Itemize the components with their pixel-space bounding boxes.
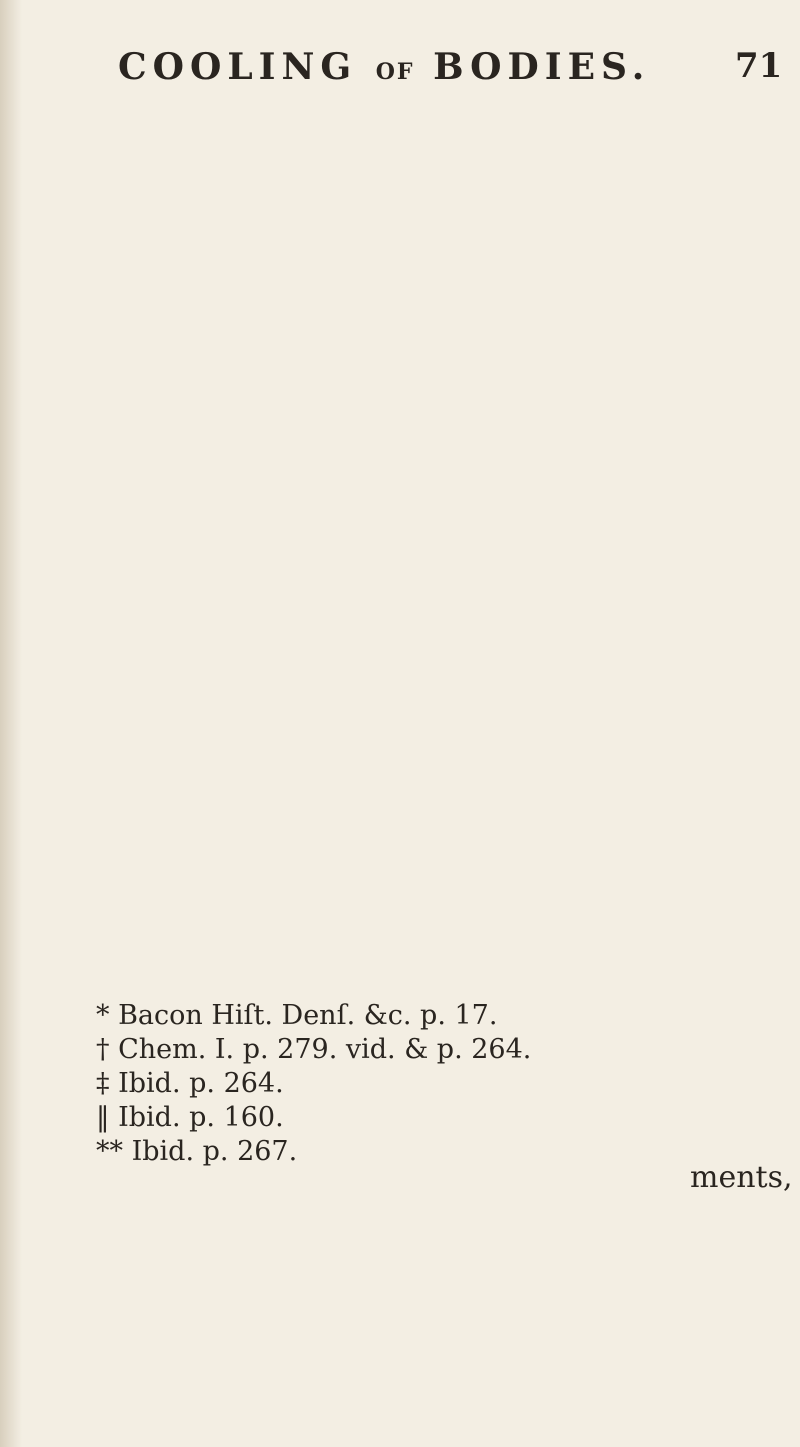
catchword: ments, <box>690 1160 793 1195</box>
page-number: 71 <box>735 46 783 86</box>
page-gutter-shadow <box>0 0 22 1447</box>
running-title-word-2: BODIES. <box>433 46 651 88</box>
running-title-word-1: COOLING <box>118 46 358 88</box>
footnote: ‖ Ibid. p. 160. <box>96 1102 284 1133</box>
footnote: ‡ Ibid. p. 264. <box>96 1068 284 1099</box>
page-header <box>0 46 800 96</box>
running-title-of: OF <box>375 59 415 85</box>
running-title <box>118 46 650 88</box>
footnote: * Bacon Hiſt. Denſ. &c. p. 17. <box>96 1000 498 1031</box>
footnote: † Chem. I. p. 279. vid. & p. 264. <box>96 1034 532 1065</box>
footnote: ** Ibid. p. 267. <box>96 1136 298 1167</box>
